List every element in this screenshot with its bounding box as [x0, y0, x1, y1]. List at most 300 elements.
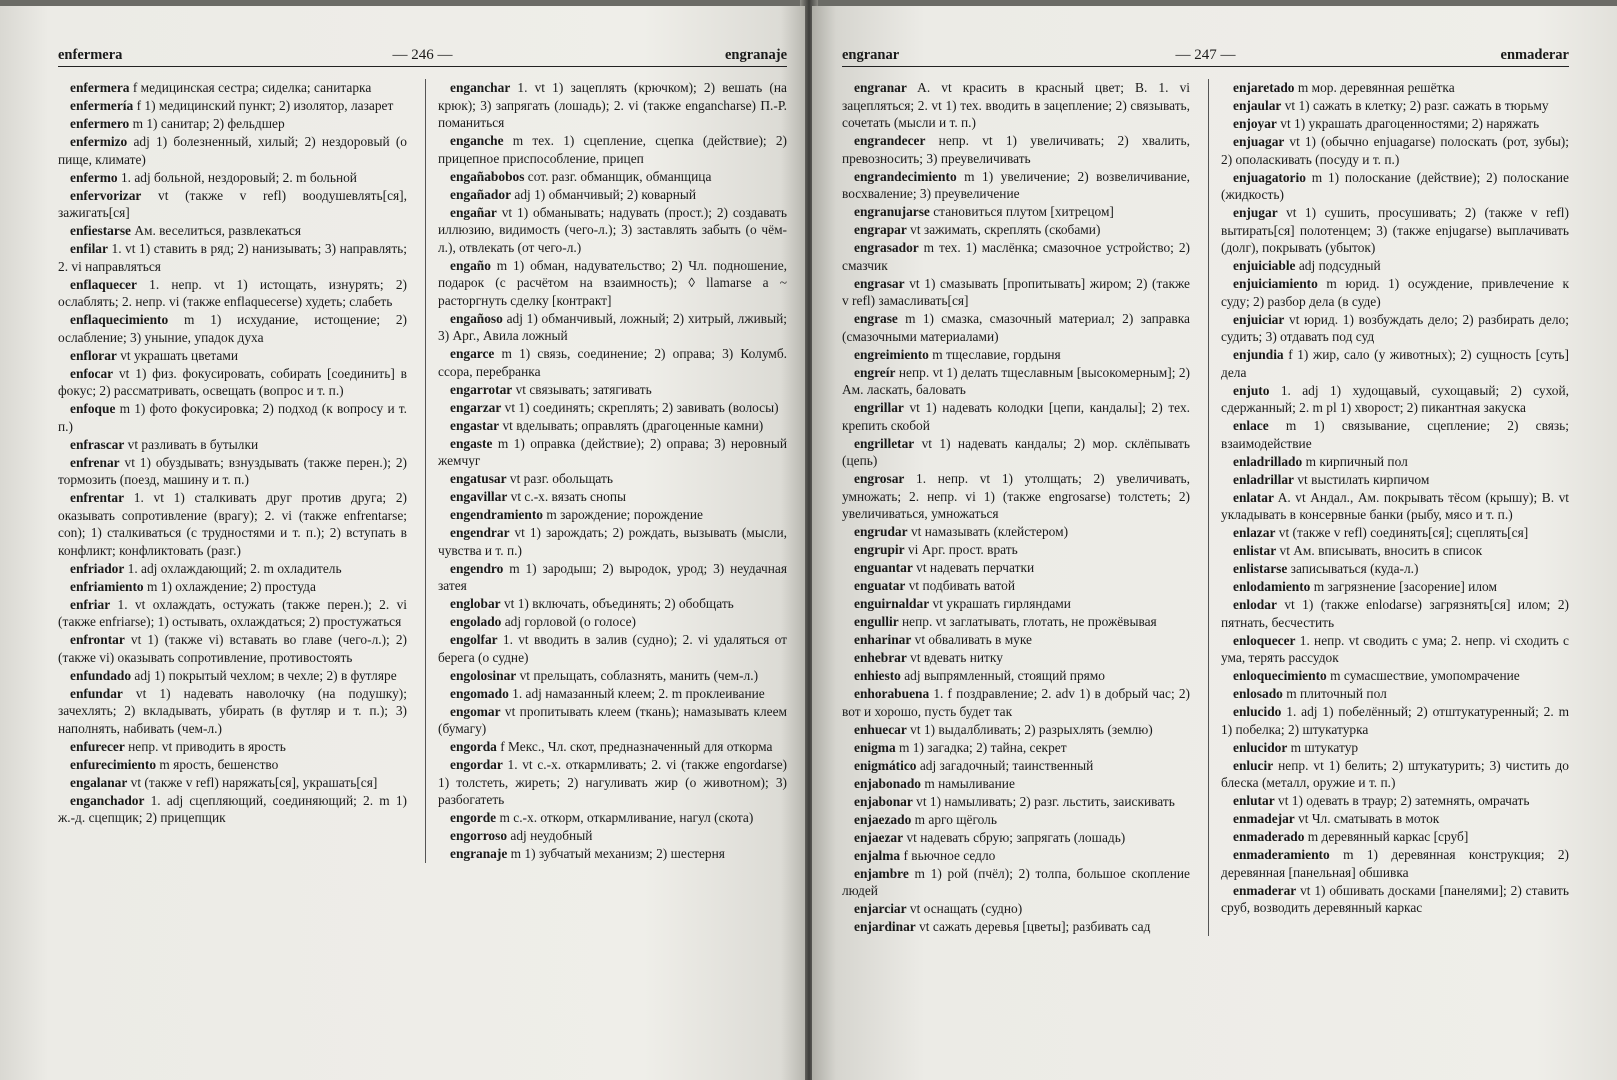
- entry-definition: m 1) смазка, смазочный материал; 2) заправка (смазочными материалами): [842, 311, 1190, 344]
- entry-headword: engaño: [450, 257, 491, 273]
- dictionary-entry: [438, 756, 787, 809]
- entry-definition: vt вдевать нитку: [910, 650, 1003, 665]
- entry-definition: vt оснащать (судно): [909, 901, 1023, 916]
- dictionary-entry: [1221, 703, 1569, 738]
- dictionary-entry: [842, 79, 1190, 132]
- entry-definition: adj подсудный: [1298, 258, 1381, 273]
- entry-definition: 1. vt с.-х. откармливать; 2. vi (также engordarse) 1) толстеть, жиреть; 2) нагуливать жир (о животном); 3) разбогатеть: [438, 757, 787, 807]
- dictionary-entry: [842, 346, 1190, 364]
- entry-headword: engatusar: [450, 471, 507, 486]
- dictionary-entry: [842, 793, 1190, 811]
- entry-headword: enfundado: [70, 667, 132, 683]
- entry-definition: m 1) фото фокусировка; 2) подход (к вопросу и т. п.): [58, 401, 407, 434]
- entry-definition: m плиточный пол: [1286, 686, 1387, 701]
- entry-definition: vt 1) обманывать; надувать (прост.); 2) создавать иллюзию, видимость (чего-л.); 3) заставлять забыть (о чём-л.), отвлекать (от чего-л.): [438, 204, 787, 255]
- entry-definition: vt 1) физ. фокусировать, собирать [соединить] в фокус; 2) рассматривать, освещать (вопрос и т. п.): [58, 365, 407, 398]
- dictionary-entry: [1221, 471, 1569, 489]
- entry-definition: vt 1) (также vi) вставать во главе (чего-л.); 2) (также vi) оказывать сопротивление, противостоять: [58, 632, 407, 665]
- entry-definition: vt намазывать (клейстером): [910, 524, 1069, 539]
- entry-definition: vt сажать деревья [цветы]; разбивать сад: [919, 919, 1151, 934]
- entry-headword: enhiesto: [854, 668, 901, 683]
- entry-definition: m тщеславие, гордыня: [932, 346, 1061, 362]
- dictionary-entry: [1221, 560, 1569, 578]
- dictionary-entry: [842, 649, 1190, 667]
- dictionary-entry: [58, 79, 407, 97]
- dictionary-entry: [438, 381, 787, 399]
- left-page: [0, 6, 805, 1080]
- dictionary-entry: [842, 667, 1190, 685]
- dictionary-entry: [842, 739, 1190, 757]
- dictionary-entry: [842, 364, 1190, 399]
- entry-headword: enmaderamiento: [1233, 847, 1330, 862]
- entry-headword: enfundar: [70, 685, 123, 701]
- entry-headword: enlatar: [1233, 489, 1274, 505]
- dictionary-entry: [1221, 489, 1569, 524]
- dictionary-entry: [842, 775, 1190, 793]
- dictionary-entry: [438, 204, 787, 257]
- entry-definition: 1. adj 1) побелённый; 2) отштукатуренный; 2. m 1) побелка; 2) штукатурка: [1221, 704, 1569, 737]
- entry-headword: enmaderar: [1233, 882, 1297, 898]
- entry-headword: enfermera: [70, 80, 130, 95]
- dictionary-entry: [58, 667, 407, 685]
- entry-headword: engañar: [450, 204, 497, 220]
- entry-definition: m 1) исхудание, истощение; 2) ослабление; 3) уныние, упадок духа: [58, 312, 407, 345]
- dictionary-entry: [842, 577, 1190, 595]
- entry-headword: enladrillado: [1233, 453, 1303, 469]
- entry-definition: vt 1) (обычно enjuagarse) полоскать (рот, зубы); 2) ополаскивать (посуду и т. п.): [1221, 134, 1569, 167]
- entry-headword: engranujarse: [854, 204, 930, 219]
- dictionary-entry: [438, 827, 787, 845]
- entry-definition: 1. adj 1) худощавый, сухощавый; 2) сухой, сдержанный; 2. m pl 1) хворост; 2) пикантная закуска: [1221, 382, 1569, 415]
- dictionary-entry: [58, 756, 407, 774]
- dictionary-entry: [58, 400, 407, 435]
- entry-headword: enjabonar: [854, 793, 913, 809]
- entry-headword: enfrentar: [70, 490, 125, 505]
- entry-headword: engomar: [450, 703, 501, 719]
- dictionary-entry: [58, 631, 407, 666]
- entry-definition: m 1) рой (пчёл); 2) толпа, большое скопление людей: [842, 865, 1190, 898]
- right-header-last-word: enmaderar: [1500, 47, 1569, 63]
- entry-definition: m тех. 1) сцепление, сцепка (действие); 2) прицепное приспособление, прицеп: [438, 133, 787, 166]
- entry-definition: сот. разг. обманщик, обманщица: [527, 168, 712, 184]
- entry-definition: vt 1) надевать наволочку (на подушку); зачехлять; 2) вкладывать, убирать (в футляр и т. п.); 3) наполнять, набивать (чем-л.): [58, 685, 407, 736]
- dictionary-entry: [842, 203, 1190, 221]
- dictionary-entry: [1221, 685, 1569, 703]
- entry-definition: 1. f поздравление; 2. adv 1) в добрый час; 2) вот и хорошо, пусть будет так: [842, 686, 1190, 719]
- entry-definition: vt Ам. вписывать, вносить в список: [1279, 543, 1483, 558]
- entry-headword: engreír: [854, 364, 896, 380]
- dictionary-entry: [438, 560, 787, 595]
- dictionary-entry: [842, 865, 1190, 900]
- entry-definition: vt 1) выдалбливать; 2) разрыхлять (землю): [910, 721, 1153, 737]
- dictionary-entry: [438, 168, 787, 186]
- entry-headword: engrilletar: [854, 435, 915, 451]
- entry-headword: enloquecimiento: [1233, 668, 1327, 683]
- entry-definition: m 1) зародыш; 2) выродок, урод; 3) неудачная затея: [438, 560, 787, 593]
- dictionary-entry: [58, 97, 407, 115]
- entry-headword: engalanar: [70, 774, 128, 790]
- entry-headword: enlodamiento: [1233, 579, 1311, 594]
- entry-definition: непр. vt 1) увеличивать; 2) хвалить, превозносить; 3) преувеличивать: [842, 133, 1190, 166]
- dictionary-entry: [1221, 667, 1569, 685]
- entry-definition: vt 1) сажать в клетку; 2) разг. сажать в тюрьму: [1284, 98, 1549, 113]
- entry-headword: engranar: [854, 80, 907, 95]
- entry-definition: vt 1) включать, объединять; 2) обобщать: [503, 596, 734, 611]
- entry-headword: enfriar: [70, 596, 111, 612]
- entry-headword: enfrontar: [70, 632, 125, 647]
- entry-headword: engañoso: [450, 310, 503, 326]
- entry-headword: englobar: [450, 596, 501, 611]
- dictionary-entry: [1221, 382, 1569, 417]
- entry-headword: enfriamiento: [70, 578, 144, 594]
- dictionary-entry: [1221, 275, 1569, 310]
- entry-headword: enlazar: [1233, 525, 1276, 540]
- dictionary-entry: [842, 168, 1190, 203]
- entry-headword: engrudar: [854, 524, 908, 539]
- dictionary-entry: [58, 115, 407, 133]
- dictionary-entry: [842, 829, 1190, 847]
- entry-headword: enfermero: [70, 116, 130, 131]
- dictionary-entry: [1221, 311, 1569, 346]
- dictionary-entry: [58, 436, 407, 454]
- entry-definition: 1. adj больной, нездоровый; 2. m больной: [120, 169, 357, 185]
- dictionary-entry: [1221, 739, 1569, 757]
- entry-definition: vt украшать гирляндами: [932, 596, 1071, 611]
- entry-headword: enlucidor: [1233, 739, 1288, 755]
- entry-definition: vt (также v refl) воодушевлять[ся], зажигать[ся]: [58, 187, 407, 220]
- dictionary-entry: [842, 470, 1190, 523]
- dictionary-entry: [438, 595, 787, 613]
- entry-headword: engendramiento: [450, 507, 543, 522]
- entry-definition: m 1) связывание, сцепление; 2) связь; взаимодействие: [1221, 418, 1569, 451]
- entry-headword: enfriador: [70, 560, 125, 576]
- entry-headword: enfilar: [70, 241, 108, 256]
- entry-definition: vt разливать в бутылки: [127, 436, 259, 452]
- entry-definition: Ам. веселиться, развлекаться: [134, 223, 302, 238]
- entry-headword: enguantar: [854, 560, 913, 575]
- dictionary-entry: [58, 560, 407, 578]
- dictionary-entry: [58, 365, 407, 400]
- entry-headword: engañador: [450, 186, 512, 202]
- dictionary-entry: [1221, 453, 1569, 471]
- dictionary-entry: [1221, 757, 1569, 792]
- entry-definition: vt вделывать; оправлять (драгоценные камни): [502, 417, 764, 433]
- dictionary-entry: [58, 311, 407, 346]
- entry-headword: engañabobos: [450, 168, 525, 184]
- entry-definition: 1. непр. vt сводить с ума; 2. непр. vi сходить с ума, терять рассудок: [1221, 632, 1569, 665]
- entry-headword: engendro: [450, 560, 504, 576]
- entry-definition: m 1) оправка (действие); 2) оправа; 3) неровный жемчуг: [438, 435, 787, 468]
- entry-definition: vt надевать перчатки: [916, 560, 1035, 575]
- entry-definition: vi Арг. прост. врать: [907, 542, 1018, 557]
- dictionary-entry: [1221, 792, 1569, 810]
- dictionary-entry: [1221, 578, 1569, 596]
- dictionary-entry: [58, 187, 407, 222]
- left-page-number: — 246 —: [392, 47, 453, 63]
- dictionary-entry: [1221, 417, 1569, 452]
- right-page-column-2: [1208, 79, 1569, 936]
- entry-headword: enlucir: [1233, 757, 1274, 773]
- dictionary-entry: [842, 595, 1190, 613]
- entry-headword: enjabonado: [854, 775, 921, 791]
- dictionary-entry: [842, 239, 1190, 274]
- entry-definition: m арго щёголь: [914, 811, 997, 827]
- entry-headword: engarrotar: [450, 381, 513, 397]
- dictionary-entry: [842, 221, 1190, 239]
- entry-definition: записываться (куда-л.): [1290, 561, 1419, 576]
- entry-definition: m штукатур: [1290, 739, 1359, 755]
- dictionary-entry: [438, 685, 787, 703]
- entry-definition: vt 1) намыливать; 2) разг. льстить, заискивать: [916, 793, 1175, 809]
- entry-headword: engullir: [854, 614, 899, 629]
- entry-definition: 1. vt охлаждать, остужать (также перен.); 2. vi (также enfriarse); 1) остывать, охлаждаться; 2) простужаться: [58, 596, 407, 629]
- entry-headword: engorda: [450, 739, 497, 754]
- entry-headword: enganchador: [70, 792, 145, 808]
- dictionary-entry: [842, 631, 1190, 649]
- dictionary-entry: [1221, 846, 1569, 881]
- entry-headword: enlistarse: [1233, 561, 1288, 576]
- entry-headword: enfocar: [70, 365, 114, 381]
- entry-headword: enladrillar: [1233, 471, 1294, 487]
- entry-headword: enguirnaldar: [854, 596, 930, 611]
- entry-definition: 1. vt 1) зацеплять (крючком); 2) вешать (на крюк); 3) запрягать (лошадь); 2. vi (также engancharse) П.-Р. поманиться: [438, 80, 787, 130]
- entry-headword: enhuecar: [854, 721, 907, 737]
- dictionary-entry: [1221, 257, 1569, 275]
- entry-definition: непр. vt приводить в ярость: [128, 738, 286, 754]
- dictionary-entry: [438, 506, 787, 524]
- dictionary-entry: [842, 399, 1190, 434]
- dictionary-entry: [58, 578, 407, 596]
- dictionary-entry: [1221, 810, 1569, 828]
- entry-headword: engolado: [450, 614, 502, 629]
- dictionary-entry: [842, 275, 1190, 310]
- entry-definition: 1. adj намазанный клеем; 2. m проклеивание: [512, 685, 765, 701]
- dictionary-entry: [842, 721, 1190, 739]
- dictionary-entry: [438, 310, 787, 345]
- dictionary-entry: [1221, 882, 1569, 917]
- entry-headword: enjoyar: [1233, 116, 1277, 131]
- dictionary-entry: [58, 774, 407, 792]
- entry-headword: enjarciar: [854, 901, 907, 916]
- entry-headword: engrapar: [854, 222, 907, 237]
- dictionary-entry: [58, 792, 407, 827]
- dictionary-entry: [1221, 632, 1569, 667]
- entry-definition: m 1) охлаждение; 2) простуда: [147, 578, 316, 594]
- entry-headword: enlistar: [1233, 543, 1277, 558]
- entry-definition: vt разг. обольщать: [509, 471, 613, 486]
- entry-headword: engarce: [450, 346, 495, 361]
- dictionary-entry: [438, 470, 787, 488]
- entry-definition: 1. vt 1) сталкивать друг против друга; 2) оказывать сопротивление (врагу); 2. vi (также enfrentarse; con); 1) сталкиваться (с трудностями и т. п.); 2) вступать в конфликт; конфликтовать (разг.): [58, 490, 407, 558]
- entry-definition: vt 1) сушить, просушивать; 2) (также v refl) вытирать[ся] полотенцем; 3) (также enjugarse) выплачивать (долг), покрывать (убыток): [1221, 205, 1569, 255]
- entry-headword: enfrascar: [70, 436, 125, 452]
- entry-headword: enlosado: [1233, 686, 1283, 701]
- entry-headword: engrandecer: [854, 133, 926, 148]
- entry-definition: adj выпрямленный, стоящий прямо: [904, 668, 1105, 683]
- entry-headword: enlutar: [1233, 793, 1275, 808]
- entry-headword: enjugar: [1233, 205, 1278, 220]
- entry-definition: vt 1) смазывать [пропитывать] жиром; 2) (также v refl) замасливать[ся]: [842, 275, 1190, 308]
- entry-headword: enjuiciable: [1233, 258, 1296, 273]
- entry-headword: engolfar: [450, 632, 498, 647]
- entry-definition: непр. vt 1) делать тщеславным [высокомерным]; 2) Ам. ласкать, баловать: [842, 364, 1191, 397]
- dictionary-entry: [842, 685, 1190, 720]
- entry-definition: vt зажимать, скреплять (скобами): [910, 222, 1101, 237]
- entry-headword: enigmático: [854, 757, 917, 773]
- entry-definition: A. vt Андал., Ам. покрывать тёсом (крышу); B. vt укладывать в консервные банки (рыбу, мясо и т. п.): [1221, 489, 1570, 522]
- dictionary-entry: [842, 613, 1190, 631]
- dictionary-entry: [438, 186, 787, 204]
- entry-headword: enflorar: [70, 347, 117, 363]
- dictionary-entry: [438, 809, 787, 827]
- entry-headword: enjaezar: [854, 829, 904, 845]
- right-page: [812, 6, 1617, 1080]
- entry-definition: vt пропитывать клеем (ткань); намазывать клеем (бумагу): [438, 703, 787, 736]
- entry-headword: enganche: [450, 133, 504, 148]
- entry-definition: становиться плутом [хитрецом]: [933, 204, 1114, 219]
- dictionary-entry: [1221, 346, 1569, 381]
- entry-headword: engrupir: [854, 542, 905, 557]
- left-page-column-2: [425, 79, 787, 863]
- entry-definition: m ярость, бешенство: [159, 756, 279, 772]
- entry-definition: m 1) полоскание (действие); 2) полоскание (жидкость): [1221, 169, 1569, 202]
- entry-definition: A. vt красить в красный цвет; B. 1. vi зацепляться; 2. vt 1) тех. вводить в зацепление; 2) связывать, сочетать (мысли и т. п.): [842, 80, 1190, 130]
- entry-definition: vt (также v refl) наряжать[ся], украшать[ся]: [130, 774, 378, 790]
- entry-headword: enhebrar: [854, 650, 907, 665]
- entry-headword: enjuagatorio: [1233, 169, 1306, 185]
- left-running-header: [58, 44, 787, 67]
- entry-definition: m 1) увеличение; 2) возвеличивание, восхваление; 3) преувеличение: [842, 168, 1190, 201]
- entry-headword: enlodar: [1233, 597, 1277, 612]
- entry-definition: m сумасшествие, умопомрачение: [1330, 668, 1520, 683]
- entry-definition: непр. vt заглатывать, глотать, не прожёвывая: [902, 614, 1157, 629]
- dictionary-entry: [58, 454, 407, 489]
- right-header-first-word: engranar: [842, 47, 900, 63]
- entry-headword: engordar: [450, 757, 503, 772]
- dictionary-entry: [438, 257, 787, 310]
- entry-headword: enflaquecimiento: [70, 312, 169, 327]
- entry-headword: enfurecer: [70, 738, 125, 754]
- entry-definition: m 1) деревянная конструкция; 2) деревянная [панельная] обшивка: [1221, 847, 1569, 880]
- entry-definition: vt надевать сбрую; запрягать (лошадь): [906, 829, 1126, 845]
- dictionary-entry: [842, 559, 1190, 577]
- entry-headword: enfurecimiento: [70, 756, 157, 772]
- dictionary-entry: [842, 435, 1190, 470]
- entry-headword: engorroso: [450, 828, 508, 843]
- entry-headword: enjaretado: [1233, 80, 1295, 95]
- dictionary-entry: [438, 417, 787, 435]
- dictionary-entry: [58, 489, 407, 559]
- entry-definition: vt обваливать в муке: [914, 632, 1032, 647]
- entry-headword: engrosar: [854, 471, 905, 486]
- entry-definition: vt прельщать, соблазнять, манить (чем-л.): [519, 667, 759, 683]
- dictionary-entry: [58, 347, 407, 365]
- entry-definition: vt выстилать кирпичом: [1297, 471, 1430, 487]
- dictionary-entry: [842, 811, 1190, 829]
- dictionary-entry: [58, 240, 407, 275]
- dictionary-entry: [438, 631, 787, 666]
- entry-definition: m юрид. 1) осуждение, привлечение к суду; 2) разбор дела (в суде): [1221, 276, 1569, 309]
- dictionary-entry: [1221, 97, 1569, 115]
- entry-definition: vt 1) (также enlodarse) загрязнять[ся] илом; 2) пятнать, бесчестить: [1221, 597, 1569, 630]
- entry-definition: непр. vt 1) белить; 2) штукатурить; 3) чистить до блеска (металл, оружие и т. п.): [1221, 757, 1569, 790]
- dictionary-entry: [58, 133, 407, 168]
- entry-definition: adj 1) обманчивый; 2) коварный: [514, 186, 697, 202]
- entry-definition: f медицинская сестра; сиделка; санитарка: [132, 80, 372, 95]
- dictionary-entry: [1221, 596, 1569, 631]
- entry-definition: m 1) загадка; 2) тайна, секрет: [899, 739, 1067, 755]
- entry-headword: engranaje: [450, 846, 508, 861]
- entry-definition: vt украшать цветами: [120, 347, 238, 363]
- entry-headword: enjuagar: [1233, 134, 1285, 149]
- entry-definition: vt 1) соединять; скреплять; 2) завивать (волосы): [504, 399, 779, 415]
- dictionary-entry: [1221, 204, 1569, 257]
- dictionary-entry: [58, 276, 407, 311]
- entry-headword: enlucido: [1233, 704, 1282, 719]
- dictionary-entry: [1221, 542, 1569, 560]
- entry-definition: vt с.-х. вязать снопы: [510, 489, 627, 504]
- entry-definition: m 1) санитар; 2) фельдшер: [132, 116, 285, 131]
- entry-definition: vt 1) зарождать; 2) рождать, вызывать (мысли, чувства и т. п.): [438, 525, 787, 558]
- entry-headword: engolosinar: [450, 667, 517, 683]
- entry-definition: vt 1) обуздывать; взнуздывать (также перен.); 2) тормозить (поезд, машину и т. п.): [58, 454, 407, 487]
- entry-headword: enmaderado: [1233, 829, 1305, 844]
- entry-headword: enflaquecer: [70, 276, 137, 292]
- dictionary-entry: [438, 667, 787, 685]
- entry-definition: m деревянный каркас [сруб]: [1307, 829, 1469, 844]
- entry-definition: 1. vt вводить в залив (судно); 2. vi удаляться от берега (о судне): [438, 632, 787, 665]
- dictionary-entry: [842, 541, 1190, 559]
- dictionary-entry: [438, 79, 787, 132]
- dictionary-entry: [1221, 115, 1569, 133]
- dictionary-entry: [58, 222, 407, 240]
- entry-headword: enfiestarse: [70, 223, 131, 238]
- entry-headword: enloquecer: [1233, 632, 1296, 648]
- entry-definition: m кирпичный пол: [1305, 453, 1408, 469]
- entry-definition: adj 1) болезненный, хилый; 2) нездоровый (о пище, климате): [58, 134, 407, 167]
- dictionary-entry: [438, 488, 787, 506]
- entry-definition: m 1) связь, соединение; 2) оправа; 3) Колумб. ссора, перебранка: [438, 346, 787, 379]
- dictionary-entry: [1221, 169, 1569, 204]
- dictionary-entry: [438, 738, 787, 756]
- dictionary-entry: [58, 738, 407, 756]
- dictionary-entry: [438, 399, 787, 417]
- entry-definition: m 1) зубчатый механизм; 2) шестерня: [510, 846, 725, 861]
- dictionary-entry: [842, 918, 1190, 936]
- entry-headword: enjundia: [1233, 347, 1284, 362]
- entry-headword: enmadejar: [1233, 811, 1295, 826]
- entry-definition: 1. adj сцепляющий, соединяющий; 2. m 1) ж.-д. сцепщик; 2) прицепщик: [58, 792, 407, 825]
- entry-definition: adj 1) обманчивый, ложный; 2) хитрый, лживый; 3) Арг., Авила ложный: [438, 310, 787, 343]
- entry-headword: enfermería: [70, 98, 134, 113]
- entry-headword: engarzar: [450, 399, 502, 415]
- dictionary-entry: [438, 845, 787, 863]
- entry-headword: enfoque: [70, 401, 116, 416]
- entry-headword: engaste: [450, 435, 493, 451]
- entry-headword: enjambre: [854, 865, 909, 881]
- dictionary-entry: [438, 613, 787, 631]
- entry-definition: 1. непр. vt 1) утолщать; 2) увеличивать, умножать; 2. непр. vi 1) (также engrosarse) толстеть; 2) увеличиваться, умножаться: [842, 471, 1190, 521]
- entry-definition: adj 1) покрытый чехлом; в чехле; 2) в футляре: [134, 667, 397, 683]
- dictionary-entry: [58, 685, 407, 738]
- entry-headword: enigma: [854, 739, 896, 755]
- entry-headword: enjardinar: [854, 919, 916, 934]
- dictionary-entry: [58, 169, 407, 187]
- entry-definition: 1. adj охлаждающий; 2. m охладитель: [127, 560, 342, 576]
- entry-headword: enjuto: [1233, 382, 1270, 398]
- entry-definition: m загрязнение [засорение] илом: [1313, 579, 1497, 594]
- dictionary-entry: [842, 523, 1190, 541]
